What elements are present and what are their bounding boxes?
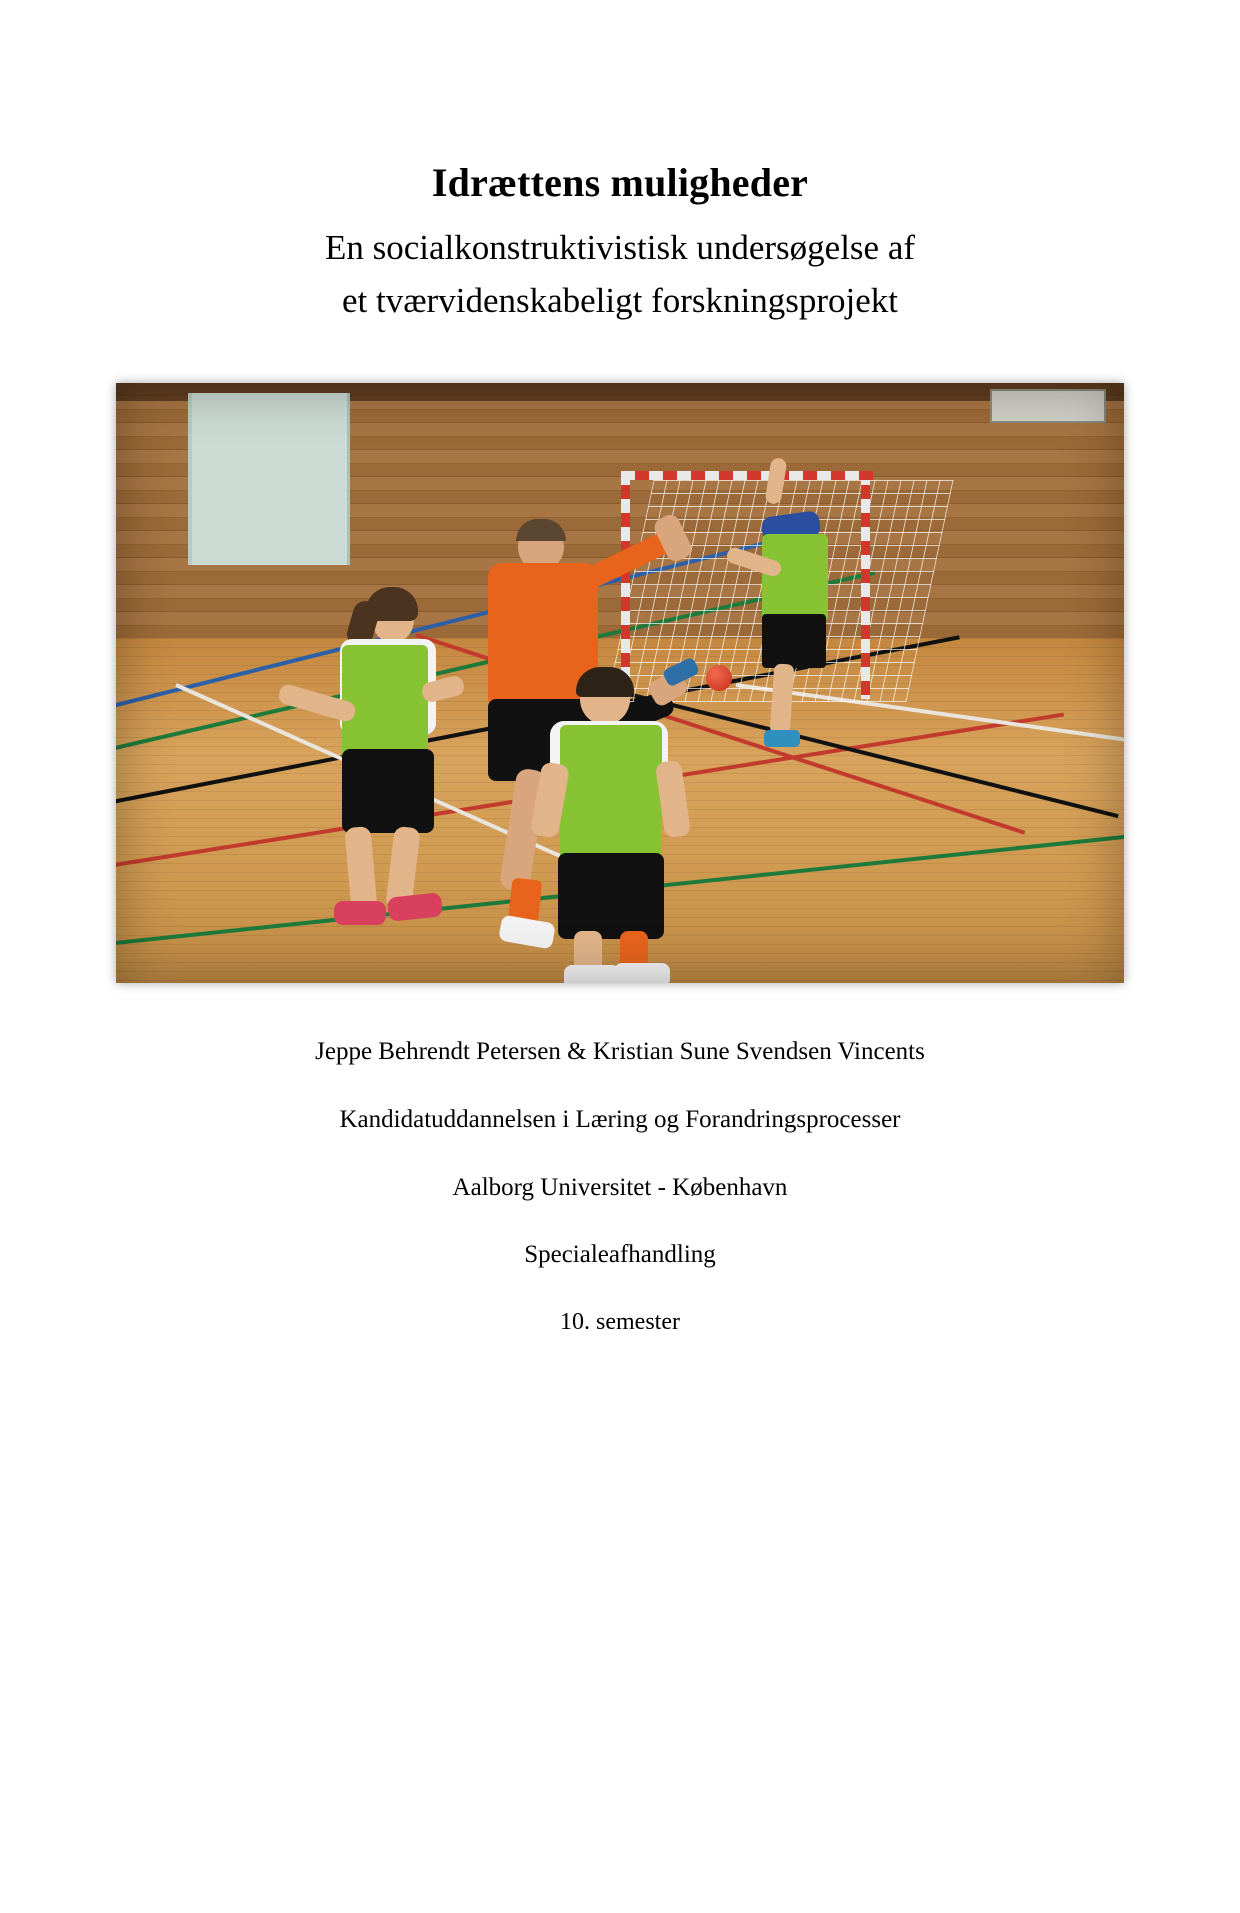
handball-ball bbox=[706, 665, 732, 691]
title-block bbox=[0, 158, 1240, 327]
wall-curtain bbox=[188, 393, 350, 565]
document-type: Specialeafhandling bbox=[524, 1241, 716, 1269]
cover-image bbox=[116, 383, 1124, 983]
authors: Jeppe Behrendt Petersen & Kristian Sune Svendsen Vincents bbox=[315, 1038, 925, 1065]
semester: 10. semester bbox=[560, 1309, 680, 1335]
goal-post-right bbox=[861, 471, 870, 699]
document-page bbox=[0, 158, 1240, 1913]
wall-vent bbox=[990, 389, 1106, 423]
institution: Aalborg Universitet - København bbox=[452, 1173, 788, 1201]
page-title: Idrættens muligheder bbox=[431, 160, 809, 205]
player-foreground bbox=[516, 673, 706, 983]
programme: Kandidatuddannelsen i Læring og Forandringsprocesser bbox=[339, 1105, 901, 1133]
handball-photo bbox=[116, 383, 1124, 983]
player-left bbox=[276, 583, 466, 943]
byline-block bbox=[0, 1035, 1240, 1338]
subtitle-line-2: et tværvidenskabeligt forskningsprojekt bbox=[341, 280, 899, 320]
player-goalkeeper bbox=[716, 458, 826, 748]
subtitle-line-1: En socialkonstruktivistisk undersøgelse af bbox=[324, 228, 916, 267]
